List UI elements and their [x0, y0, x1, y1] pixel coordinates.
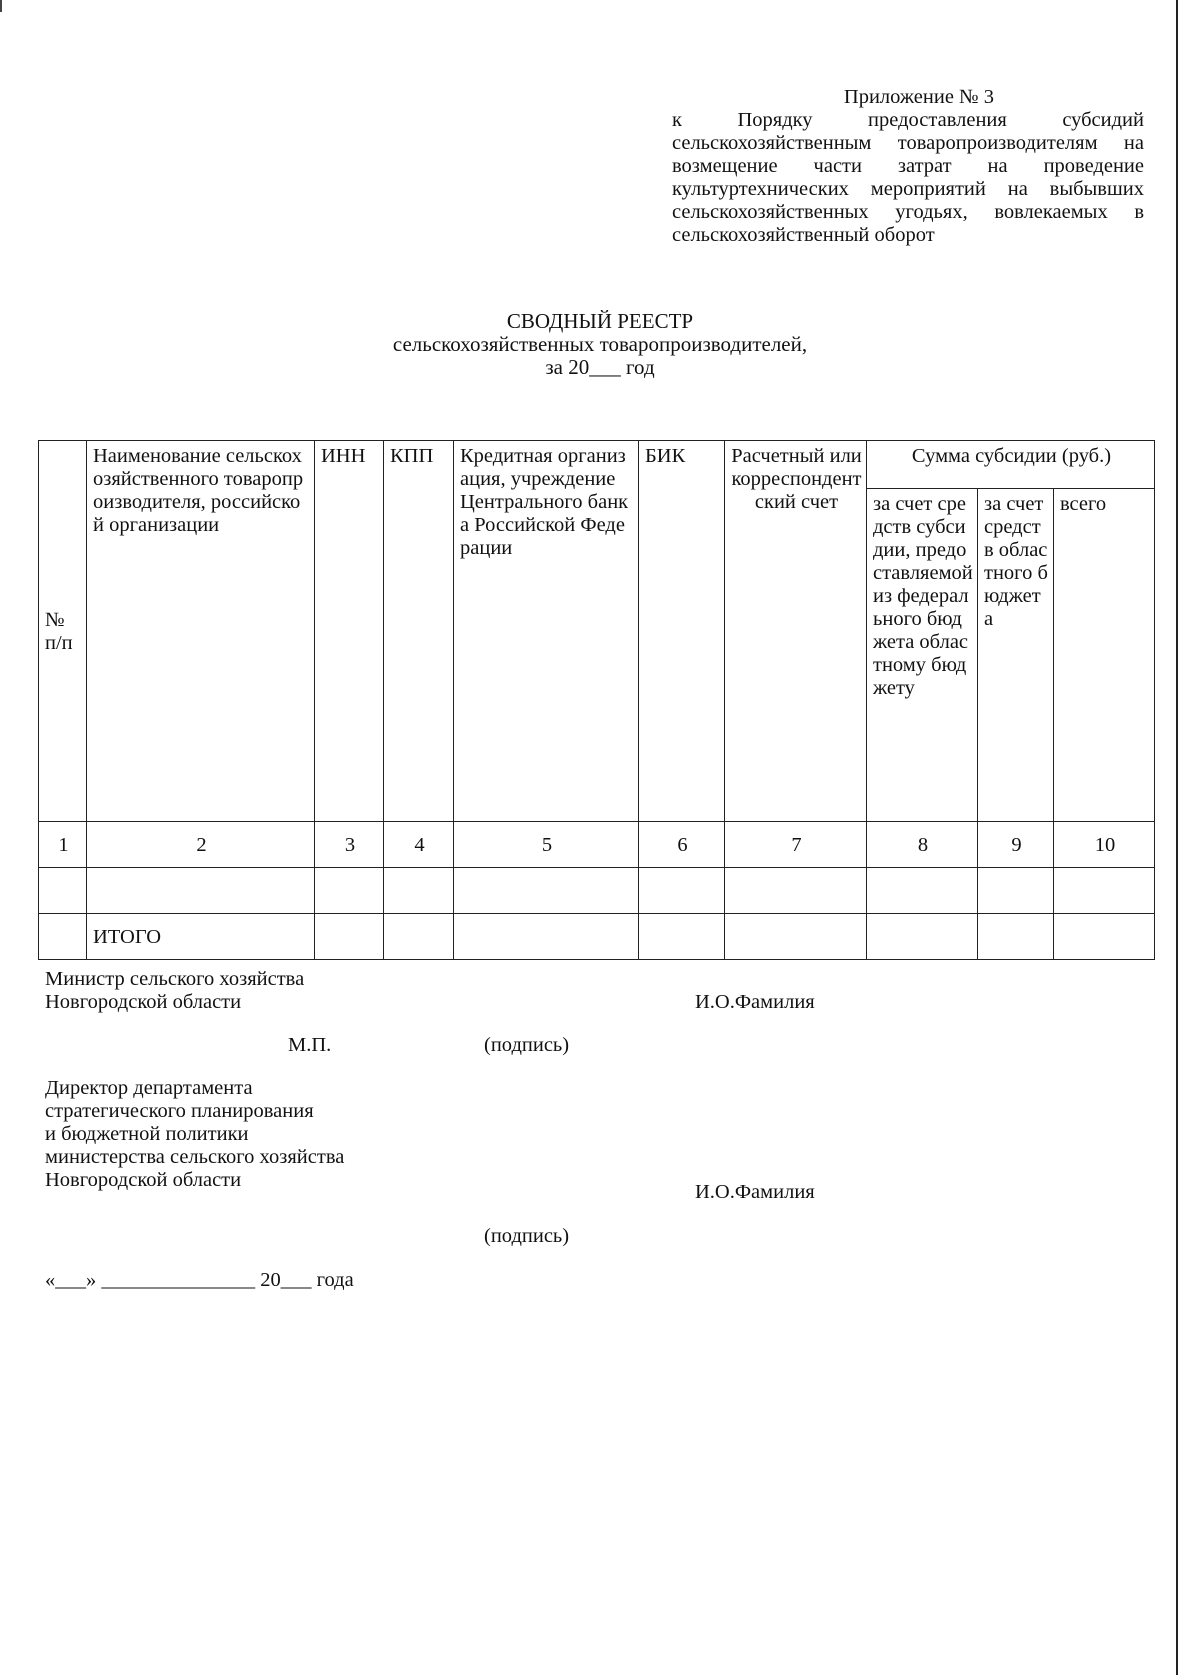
header-bik: БИК — [639, 441, 725, 822]
table-cell — [639, 914, 725, 960]
table-cell — [978, 914, 1054, 960]
document-title-block — [0, 310, 1200, 379]
header-total: всего — [1054, 489, 1155, 822]
annex-block — [672, 86, 1144, 247]
table-cell — [39, 868, 87, 914]
column-number: 2 — [87, 822, 315, 868]
table-cell — [454, 868, 639, 914]
table-cell — [978, 868, 1054, 914]
director-line-2: стратегического планирования — [45, 1100, 314, 1122]
document-title: СВОДНЫЙ РЕЕСТР — [506, 309, 694, 333]
minister-title — [45, 968, 304, 1014]
date-line: «___» _______________ 20___ года — [45, 1269, 354, 1291]
column-number: 7 — [725, 822, 867, 868]
director-line-3: и бюджетной политики — [45, 1123, 249, 1145]
annex-title: Приложение № 3 — [843, 86, 994, 108]
director-title — [45, 1077, 344, 1192]
header-name: Наименование сельскохозяйственного товаропроизводителя, российской организации — [87, 441, 315, 822]
table-cell — [639, 868, 725, 914]
table-cell — [87, 868, 315, 914]
minister-line-2: Новгородской области — [45, 991, 242, 1013]
signature-label-2: (подпись) — [484, 1225, 570, 1247]
header-num: № п/п — [39, 441, 87, 822]
total-row — [39, 914, 1155, 960]
column-number: 5 — [454, 822, 639, 868]
stamp-label: М.П. — [288, 1034, 332, 1056]
document-subtitle: сельскохозяйственных товаропроизводителей, — [392, 332, 808, 356]
table-cell — [39, 914, 87, 960]
header-subsidy-sum: Сумма субсидии (руб.) — [867, 441, 1155, 489]
table-cell — [725, 868, 867, 914]
annex-body: к Порядку предоставления субсидий сельскохозяйственным товаропроизводителям на возмещение части затрат на проведение культуртехнических мероприятий на выбывших сельскохозяйственных угодьях, вовлекаемых в сельскохозяйственный оборот — [672, 109, 1144, 246]
column-number: 3 — [315, 822, 384, 868]
table-cell — [384, 868, 454, 914]
column-number: 10 — [1054, 822, 1155, 868]
minister-name: И.О.Фамилия — [695, 991, 815, 1013]
table-cell — [1054, 868, 1155, 914]
column-number: 4 — [384, 822, 454, 868]
table-cell — [384, 914, 454, 960]
header-account: Расчетный или корреспондентский счет — [725, 441, 867, 822]
table-cell — [1054, 914, 1155, 960]
scan-edge-line — [1176, 0, 1178, 1675]
director-line-4: министерства сельского хозяйства — [45, 1146, 345, 1168]
document-period: за 20___ год — [545, 355, 655, 379]
header-regional: за счет средств областного бюджета — [978, 489, 1054, 822]
empty-data-row — [39, 868, 1155, 914]
header-federal: за счет средств субсидии, предоставляемой из федерального бюджета областному бюджету — [867, 489, 978, 822]
director-line-5: Новгородской области — [45, 1169, 242, 1191]
table-cell — [454, 914, 639, 960]
table-cell — [725, 914, 867, 960]
registry-table — [38, 440, 1155, 960]
table-cell — [315, 914, 384, 960]
total-label: ИТОГО — [87, 914, 315, 960]
minister-line-1: Министр сельского хозяйства — [45, 968, 305, 990]
column-number-row — [39, 822, 1155, 868]
table-cell — [867, 914, 978, 960]
column-number: 1 — [39, 822, 87, 868]
table-cell — [867, 868, 978, 914]
column-number: 9 — [978, 822, 1054, 868]
header-credit-org: Кредитная организация, учреждение Центрального банка Российской Федерации — [454, 441, 639, 822]
header-kpp: КПП — [384, 441, 454, 822]
table-cell — [315, 868, 384, 914]
director-name: И.О.Фамилия — [695, 1181, 815, 1203]
director-line-1: Директор департамента — [45, 1077, 253, 1099]
scan-edge-mark — [0, 0, 2, 12]
column-number: 6 — [639, 822, 725, 868]
column-number: 8 — [867, 822, 978, 868]
signature-label-1: (подпись) — [484, 1034, 570, 1056]
header-inn: ИНН — [315, 441, 384, 822]
